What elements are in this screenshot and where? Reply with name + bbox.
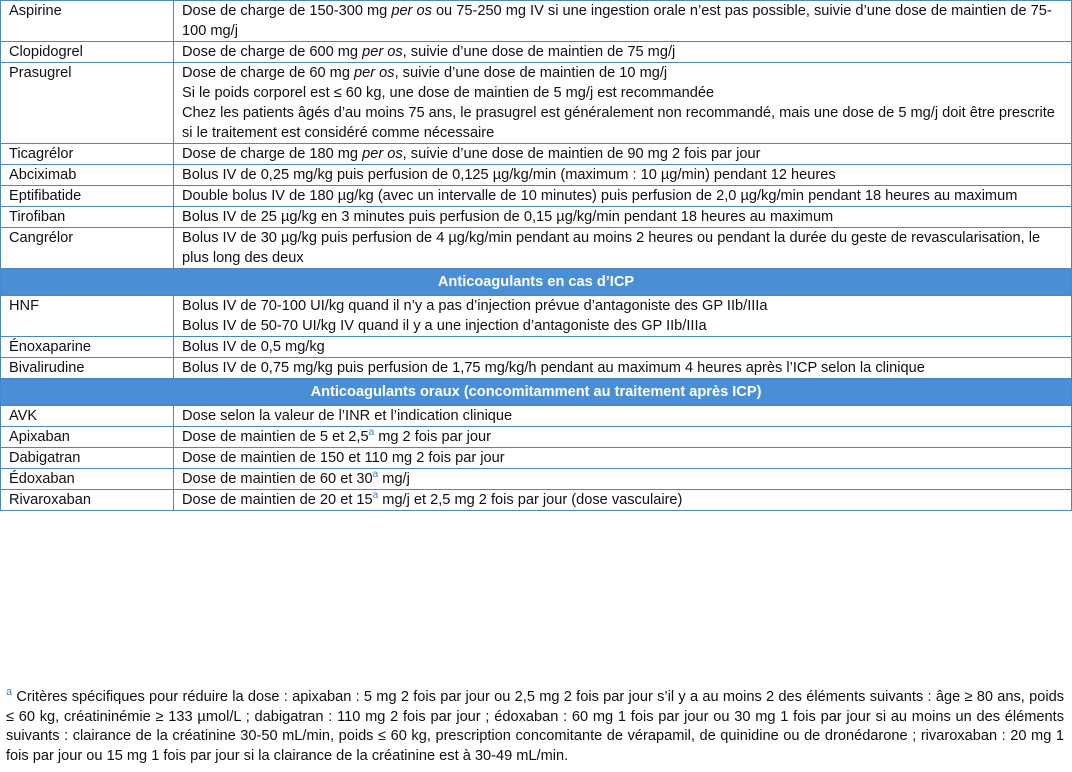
- dosage-cell: [174, 144, 1072, 165]
- table-row: [1, 406, 1072, 427]
- dosage-cell: [174, 490, 1072, 511]
- table-row: [1, 165, 1072, 186]
- table-row: [1, 207, 1072, 228]
- dosage-text: Dose de maintien de 20 et 15: [182, 492, 373, 508]
- dosage-line: [182, 42, 1065, 62]
- dosage-text: Bolus IV de 30 µg/kg puis perfusion de 4 µg/kg/min pendant au moins 2 heures ou pendant la durée du geste de revascularisation, le plus long des deux: [182, 230, 1041, 266]
- dosage-italic-text: per os: [391, 3, 432, 19]
- drug-name-cell: Dabigatran: [1, 448, 174, 469]
- drug-name-cell: Énoxaparine: [1, 337, 174, 358]
- dosage-text: Bolus IV de 0,25 mg/kg puis perfusion de 0,125 µg/kg/min (maximum : 10 µg/min) pendant 12 heures: [182, 167, 836, 183]
- dosage-cell: [174, 1, 1072, 42]
- footnote-ref-superscript: a: [372, 490, 379, 502]
- dosage-cell: [174, 228, 1072, 269]
- dosage-text: Dose selon la valeur de l’INR et l’indication clinique: [182, 408, 513, 424]
- table-body-oral-anticoagulants: [1, 406, 1072, 511]
- dosage-line: [182, 83, 1065, 103]
- drug-name-cell: Bivalirudine: [1, 358, 174, 379]
- dosage-text: Double bolus IV de 180 µg/kg (avec un intervalle de 10 minutes) puis perfusion de 2,0 µg/kg/min pendant 18 heures au maximum: [182, 188, 1018, 204]
- dosage-cell: [174, 63, 1072, 144]
- drug-name-cell: HNF: [1, 296, 174, 337]
- dosage-cell: [174, 165, 1072, 186]
- dosage-text: Dose de charge de 60 mg: [182, 65, 354, 81]
- section-header-row: [1, 379, 1072, 406]
- drug-name-cell: Tirofiban: [1, 207, 174, 228]
- table-body-section-2: [1, 379, 1072, 406]
- dosage-italic-text: per os: [362, 44, 403, 60]
- dosage-text: Dose de maintien de 60 et 30: [182, 471, 373, 487]
- dosage-line: [182, 296, 1065, 316]
- dosage-text: Dose de charge de 150-300 mg: [182, 3, 392, 19]
- drug-name-cell: Abciximab: [1, 165, 174, 186]
- footnote: [6, 688, 1064, 767]
- drug-name-cell: Aspirine: [1, 1, 174, 42]
- table-row: [1, 228, 1072, 269]
- dosage-text: Dose de charge de 600 mg: [182, 44, 363, 60]
- dosage-text: Dose de maintien de 5 et 2,5: [182, 429, 369, 445]
- dosage-text: ou 75-250 mg IV si une ingestion orale n’est pas possible, suivie d’une dose de maintien de 75-100 mg/j: [182, 3, 1052, 39]
- dosage-line: [182, 165, 1065, 185]
- dosage-cell: [174, 207, 1072, 228]
- dosage-line: [182, 427, 1065, 447]
- table-row: [1, 63, 1072, 144]
- drug-name-cell: Eptifibatide: [1, 186, 174, 207]
- dosage-text: Bolus IV de 50-70 UI/kg IV quand il y a une injection d’antagoniste des GP IIb/IIIa: [182, 318, 707, 334]
- dosage-text: Bolus IV de 70-100 UI/kg quand il n’y a pas d’injection prévue d’antagoniste des GP IIb/IIIa: [182, 298, 768, 314]
- dosage-line: [182, 358, 1065, 378]
- footnote-marker: a: [6, 686, 13, 699]
- dosage-line: [182, 228, 1065, 268]
- section-header-row: [1, 269, 1072, 296]
- dosage-cell: [174, 427, 1072, 448]
- drug-name-cell: Ticagrélor: [1, 144, 174, 165]
- dosage-text: Dose de maintien de 150 et 110 mg 2 fois par jour: [182, 450, 505, 466]
- dosage-italic-text: per os: [354, 65, 395, 81]
- dosage-line: [182, 316, 1065, 336]
- dosage-text: Dose de charge de 180 mg: [182, 146, 363, 162]
- dosage-cell: [174, 358, 1072, 379]
- dosage-text: Si le poids corporel est ≤ 60 kg, une dose de maintien de 5 mg/j est recommandée: [182, 85, 715, 101]
- table-row: [1, 144, 1072, 165]
- dosage-line: [182, 144, 1065, 164]
- dosage-text: , suivie d’une dose de maintien de 90 mg 2 fois par jour: [402, 146, 761, 162]
- table-body-antiplatelets: [1, 1, 1072, 269]
- drug-name-cell: Édoxaban: [1, 469, 174, 490]
- dosage-cell: [174, 469, 1072, 490]
- drug-name-cell: Prasugrel: [1, 63, 174, 144]
- dosage-text: mg/j et 2,5 mg 2 fois par jour (dose vasculaire): [378, 492, 683, 508]
- footnote-ref-superscript: a: [368, 427, 375, 439]
- drug-name-cell: Rivaroxaban: [1, 490, 174, 511]
- footnote-ref-superscript: a: [372, 469, 379, 481]
- table-row: [1, 448, 1072, 469]
- drug-name-cell: Apixaban: [1, 427, 174, 448]
- dosage-line: [182, 103, 1065, 143]
- drug-name-cell: AVK: [1, 406, 174, 427]
- dosage-text: Chez les patients âgés d’au moins 75 ans, le prasugrel est généralement non recommandé, mais une dose de 5 mg/j doit être prescrite si le traitement est considéré comme nécessaire: [182, 105, 1055, 141]
- dosage-line: [182, 207, 1065, 227]
- dosage-line: [182, 490, 1065, 510]
- dosage-cell: [174, 337, 1072, 358]
- section-header-anticoagulants-icp: Anticoagulants en cas d’ICP: [1, 269, 1072, 296]
- table-row: [1, 1, 1072, 42]
- dosage-text: , suivie d’une dose de maintien de 75 mg/j: [402, 44, 676, 60]
- drug-name-cell: Cangrélor: [1, 228, 174, 269]
- table-body-anticoagulants: [1, 296, 1072, 379]
- dosage-line: [182, 469, 1065, 489]
- table-row: [1, 490, 1072, 511]
- dosage-line: [182, 186, 1065, 206]
- dosage-text: mg/j: [378, 471, 410, 487]
- dosage-cell: [174, 406, 1072, 427]
- table-body-section-1: [1, 269, 1072, 296]
- dosage-cell: [174, 296, 1072, 337]
- table-row: [1, 296, 1072, 337]
- dosage-text: Bolus IV de 0,75 mg/kg puis perfusion de 1,75 mg/kg/h pendant au maximum 4 heures après l’ICP selon la clinique: [182, 360, 925, 376]
- dosage-cell: [174, 42, 1072, 63]
- table-row: [1, 358, 1072, 379]
- table-row: [1, 427, 1072, 448]
- dosage-text: Bolus IV de 25 µg/kg en 3 minutes puis perfusion de 0,15 µg/kg/min pendant 18 heures au maximum: [182, 209, 834, 225]
- dosage-line: [182, 448, 1065, 468]
- drug-name-cell: Clopidogrel: [1, 42, 174, 63]
- dosage-line: [182, 406, 1065, 426]
- dosage-line: [182, 337, 1065, 357]
- table-row: [1, 186, 1072, 207]
- table-row: [1, 337, 1072, 358]
- dosage-text: Bolus IV de 0,5 mg/kg: [182, 339, 325, 355]
- table-row: [1, 42, 1072, 63]
- dosage-line: [182, 63, 1065, 83]
- dosage-cell: [174, 448, 1072, 469]
- footnote-text: Critères spécifiques pour réduire la dose : apixaban : 5 mg 2 fois par jour ou 2,5 mg 2 fois par jour s’il y a au moins 2 des éléments suivants : âge ≥ 80 ans, poids ≤ 60 kg, créatininémie ≥ 133 µmol/L ; dabigatran : 110 mg 2 fois par jour ; édoxaban : 60 mg 1 fois par jour ou 30 mg 1 fois par jour si au moins un des éléments suivants : clairance de la créatinine 30-50 mL/min, poids ≤ 60 kg, prescription concomitante de vérapamil, de quinidine ou de dronédarone ; rivaroxaban : 20 mg 1 fois par jour ou 15 mg 1 fois par jour si la clairance de la créatinine est à 30-49 mL/min.: [6, 689, 1064, 765]
- table-row: [1, 469, 1072, 490]
- dosage-line: [182, 1, 1065, 41]
- section-header-oral-anticoagulants: Anticoagulants oraux (concomitamment au traitement après ICP): [1, 379, 1072, 406]
- dosage-text: , suivie d’une dose de maintien de 10 mg/j: [394, 65, 668, 81]
- dosage-cell: [174, 186, 1072, 207]
- dosage-italic-text: per os: [362, 146, 403, 162]
- dosage-text: mg 2 fois par jour: [374, 429, 491, 445]
